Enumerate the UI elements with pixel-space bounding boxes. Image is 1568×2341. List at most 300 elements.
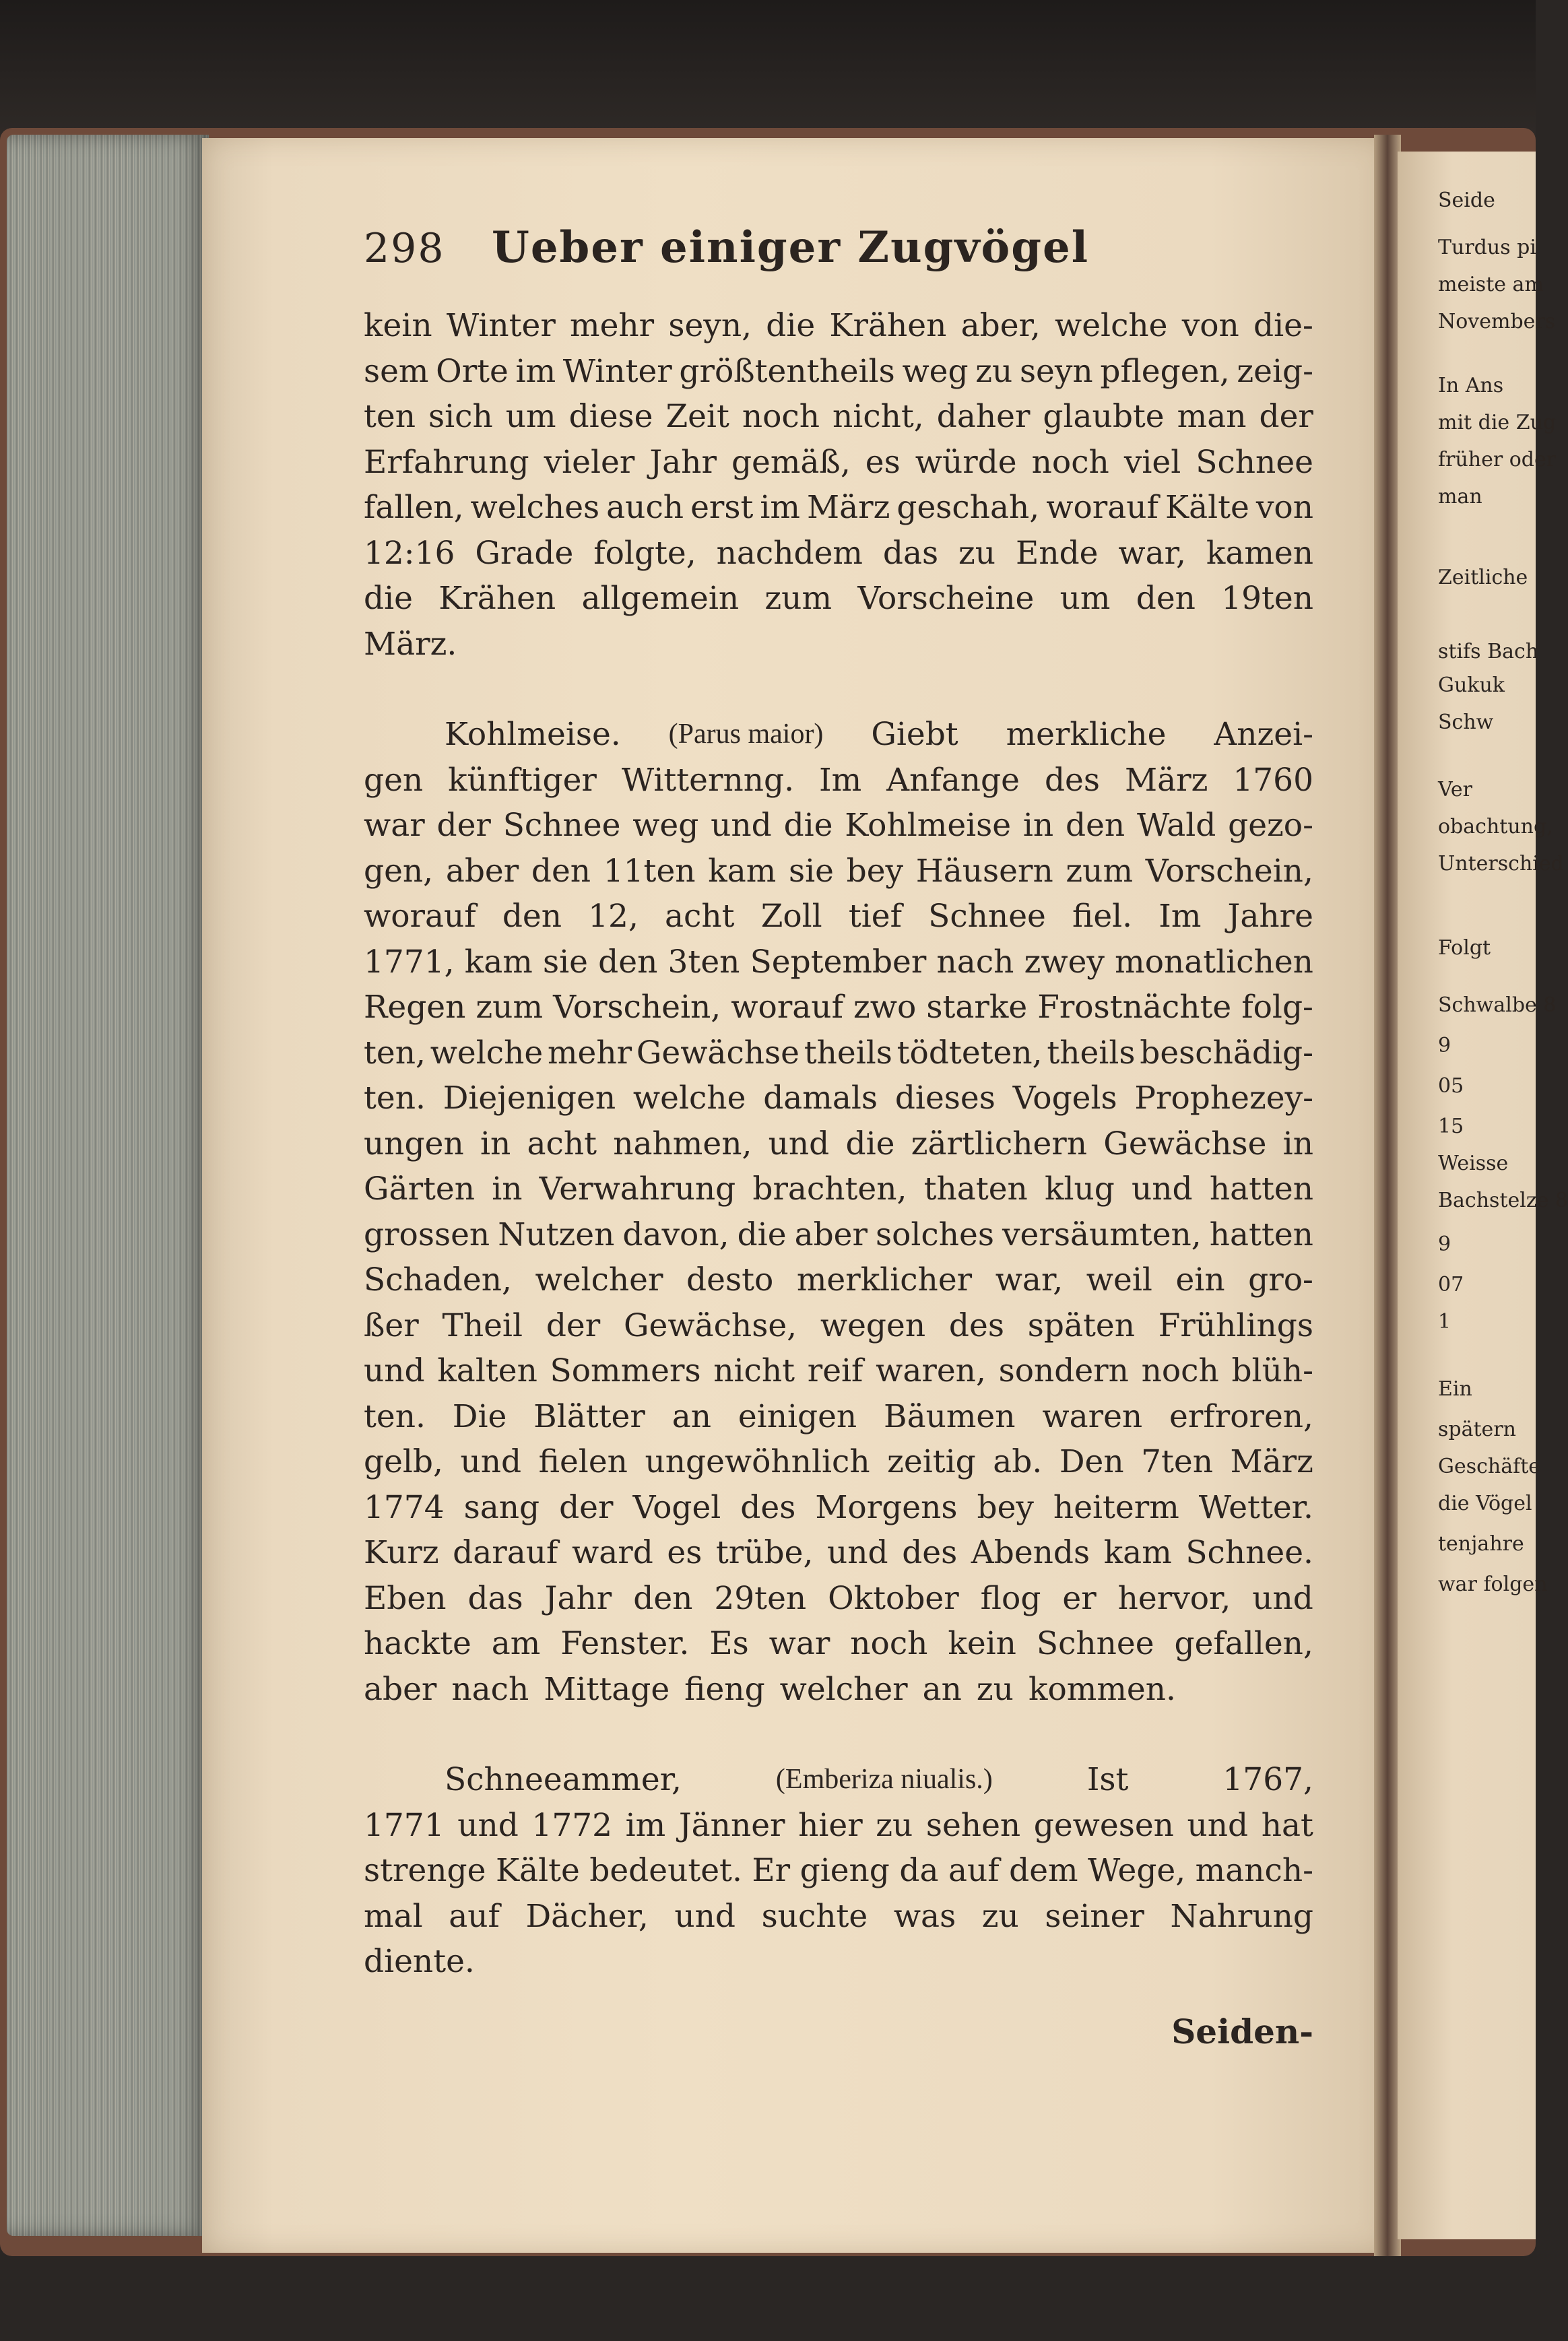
word: im <box>625 1806 666 1844</box>
facing-page-fragment: Ein <box>1438 1377 1472 1401</box>
word: zum <box>476 989 544 1026</box>
word: folgte, <box>593 534 696 572</box>
word: und <box>457 1806 519 1844</box>
word: blüh- <box>1231 1352 1313 1389</box>
word: im <box>515 352 556 390</box>
word: acht <box>665 898 735 935</box>
text-line <box>364 1121 1313 1167</box>
word: auf <box>948 1852 1000 1889</box>
word: das <box>882 534 939 572</box>
word: was <box>893 1897 956 1935</box>
word: flog <box>980 1579 1041 1617</box>
word: nach <box>936 943 1014 981</box>
word: Jänner <box>678 1806 785 1844</box>
word: (Emberiza niualis.) <box>775 1764 993 1795</box>
word: Wege, <box>1088 1852 1186 1889</box>
facing-page-fragment: Geschäfte <box>1438 1455 1541 1478</box>
facing-page-fragment: 07 <box>1438 1273 1464 1296</box>
word: von <box>1181 307 1239 344</box>
word: ten, <box>364 1034 426 1071</box>
word: im <box>760 489 800 526</box>
word: zeig- <box>1237 352 1313 390</box>
word: hat <box>1261 1806 1313 1844</box>
text-line <box>364 1166 1313 1212</box>
word: kamen <box>1206 534 1313 572</box>
word: ßer <box>364 1307 419 1344</box>
word: die <box>845 1125 895 1162</box>
word: Grade <box>475 534 574 572</box>
word: in <box>492 1170 523 1208</box>
text-line <box>364 894 1313 939</box>
text-line <box>364 349 1313 395</box>
word: weil <box>1086 1261 1152 1298</box>
word: Gewächse <box>1103 1125 1267 1162</box>
text-line <box>364 1803 1313 1849</box>
word: bey <box>977 1488 1034 1526</box>
word: Vorscheine <box>857 580 1035 617</box>
text-line <box>364 1439 1313 1485</box>
word: gezo- <box>1228 807 1313 844</box>
word: des <box>902 1534 958 1571</box>
word: welches <box>470 489 600 526</box>
text-line <box>364 1757 1313 1803</box>
word: einigen <box>738 1397 857 1435</box>
word: in <box>1282 1125 1313 1162</box>
text-line <box>364 939 1313 985</box>
word: Anzei- <box>1214 716 1313 753</box>
word: gen, <box>364 852 434 890</box>
page-block-edges <box>7 135 209 2236</box>
word: zeitig <box>887 1443 976 1480</box>
word: zu <box>975 352 1013 390</box>
text-line <box>364 849 1313 894</box>
word: Erfahrung <box>364 443 529 481</box>
word: am <box>491 1625 541 1662</box>
word: kam <box>708 852 777 890</box>
word: sich <box>428 398 493 435</box>
facing-page-fragment: Folgt <box>1438 936 1491 960</box>
catchword: Seiden- <box>1171 2011 1313 2051</box>
word: es <box>667 1534 703 1571</box>
word: Kälte <box>495 1852 580 1889</box>
word: erst <box>690 489 754 526</box>
word: viel <box>1123 443 1181 481</box>
word: weg <box>632 807 699 844</box>
body-text <box>364 303 1313 1985</box>
text-line <box>364 394 1313 440</box>
word: nicht, <box>832 398 924 435</box>
word: kein <box>364 307 432 344</box>
word: gelb, <box>364 1443 443 1480</box>
word: thaten <box>923 1170 1028 1208</box>
word: und <box>1187 1806 1249 1844</box>
word: das <box>467 1579 523 1617</box>
word: fiel. <box>1072 898 1133 935</box>
word: Anfange <box>886 761 1020 799</box>
word: (Parus maior) <box>668 719 824 750</box>
facing-page-fragment: Ver <box>1438 778 1473 801</box>
word: nachdem <box>716 534 863 572</box>
text-line <box>364 576 1313 622</box>
word: um <box>1059 580 1111 617</box>
word: hackte <box>364 1625 471 1662</box>
word: wegen <box>820 1307 926 1344</box>
word: und <box>768 1125 830 1162</box>
word: aber <box>794 1216 868 1253</box>
word: bedeutet. <box>589 1852 742 1889</box>
facing-page-fragment: die Vögel <box>1438 1492 1532 1515</box>
word: Vogels <box>1012 1080 1117 1117</box>
word: Im <box>1158 898 1202 935</box>
word: welche <box>430 1034 544 1071</box>
word: mal <box>364 1897 423 1935</box>
word: seyn <box>1019 352 1093 390</box>
word: solches <box>875 1216 994 1253</box>
facing-page-fragment: 05 <box>1438 1074 1464 1098</box>
word: um <box>505 398 556 435</box>
word: Dächer, <box>525 1897 649 1935</box>
word: sang <box>463 1488 540 1526</box>
word: Krähen <box>829 307 947 344</box>
word: bey <box>846 852 904 890</box>
word: Im <box>819 761 862 799</box>
word: Schnee <box>1036 1625 1154 1662</box>
word: Morgens <box>815 1488 958 1526</box>
facing-page-strip <box>1398 152 1568 2239</box>
word: und <box>826 1534 888 1571</box>
word: gieng <box>799 1852 890 1889</box>
word: theils <box>1047 1034 1136 1071</box>
word: trübe, <box>715 1534 814 1571</box>
word: folg- <box>1241 989 1313 1026</box>
word: 12, <box>588 898 639 935</box>
word: war <box>364 807 425 844</box>
word: die <box>783 807 833 844</box>
word: künftiger <box>448 761 597 799</box>
word: Vogel <box>632 1488 721 1526</box>
facing-page-fragment: tenjahre <box>1438 1532 1524 1556</box>
word: tief <box>848 898 902 935</box>
word: die- <box>1253 307 1313 344</box>
word: ab. <box>993 1443 1043 1480</box>
word: zärtlichern <box>911 1125 1088 1162</box>
word: Kälte <box>1165 489 1249 526</box>
word: ten. <box>364 1397 426 1435</box>
word: ungen <box>364 1125 464 1162</box>
word: den <box>598 943 658 981</box>
word: und <box>674 1897 736 1935</box>
word: welcher <box>535 1261 663 1298</box>
text-line <box>364 1348 1313 1394</box>
facing-page-fragment: 15 <box>1438 1115 1464 1138</box>
facing-page-fragment: meiste am <box>1438 273 1544 296</box>
word: an <box>672 1397 711 1435</box>
word: Frostnächte <box>1037 989 1232 1026</box>
word: gefallen, <box>1174 1625 1313 1662</box>
word: noch <box>742 398 820 435</box>
word: Blätter <box>533 1397 645 1435</box>
word: den <box>531 852 591 890</box>
word: allgemein <box>581 580 740 617</box>
facing-page-fragment: man <box>1438 485 1482 508</box>
word: es <box>865 443 901 481</box>
word: worauf <box>364 898 476 935</box>
word: vieler <box>544 443 635 481</box>
facing-page-fragment: mit die Zug <box>1438 411 1557 434</box>
word: Jahr <box>544 1579 612 1617</box>
text-line <box>364 1848 1313 1894</box>
word: noch <box>1031 443 1109 481</box>
word: und <box>1252 1579 1313 1617</box>
word: gen <box>364 761 424 799</box>
word: Häusern <box>915 852 1053 890</box>
word: davon, <box>622 1216 729 1253</box>
word: Vorschein, <box>553 989 721 1026</box>
word: fallen, <box>364 489 464 526</box>
word: zum <box>1066 852 1134 890</box>
word: sie <box>543 943 588 981</box>
word: grossen <box>364 1216 490 1253</box>
word: Es <box>709 1625 749 1662</box>
word: den <box>502 898 562 935</box>
word: Winter <box>562 352 672 390</box>
word: suchte <box>761 1897 868 1935</box>
word: des <box>1044 761 1100 799</box>
text-line <box>364 1076 1313 1121</box>
word: worauf <box>1046 489 1158 526</box>
word: mehr <box>570 307 655 344</box>
word: in <box>480 1125 511 1162</box>
word: 3ten <box>667 943 740 981</box>
word: dieses <box>894 1080 995 1117</box>
word: Diejenigen <box>443 1080 616 1117</box>
word: hatten <box>1209 1170 1313 1208</box>
word: geschah, <box>896 489 1040 526</box>
word: von <box>1255 489 1313 526</box>
word: war, <box>995 1261 1064 1298</box>
word: des <box>740 1488 796 1526</box>
word: Frühlings <box>1158 1307 1313 1344</box>
word: gewesen <box>1033 1806 1174 1844</box>
word: Fenster. <box>560 1625 690 1662</box>
word: starke <box>926 989 1028 1026</box>
word: Mittage <box>544 1670 670 1708</box>
word: Gewächse <box>636 1034 799 1071</box>
word: strenge <box>364 1852 486 1889</box>
word: Ist <box>1086 1761 1129 1798</box>
word: ten. <box>364 1080 426 1117</box>
word: daher <box>936 398 1031 435</box>
word: März <box>1230 1443 1313 1480</box>
word: Bäumen <box>884 1397 1016 1435</box>
word: diese <box>568 398 653 435</box>
facing-page-fragment: Bachstelze 8 <box>1438 1189 1568 1212</box>
facing-page-fragment: 9 <box>1438 1232 1451 1256</box>
word: aber <box>445 852 519 890</box>
text-line <box>364 1485 1313 1531</box>
word: fieng <box>684 1670 765 1708</box>
word: er <box>1062 1579 1097 1617</box>
word: Witternng. <box>621 761 795 799</box>
word: und <box>1132 1170 1193 1208</box>
word: desto <box>686 1261 774 1298</box>
word: waren <box>1042 1397 1143 1435</box>
facing-page-fragment: obachtung, <box>1438 815 1553 838</box>
word: Schnee. <box>1185 1534 1313 1571</box>
text-line <box>364 1667 1313 1713</box>
word: zum <box>764 580 832 617</box>
text-line <box>364 985 1313 1030</box>
word: brachten, <box>752 1170 907 1208</box>
word: welche <box>632 1080 746 1117</box>
word: sondern <box>998 1352 1129 1389</box>
page-text <box>364 222 1313 2051</box>
word: klug <box>1044 1170 1115 1208</box>
word: Gärten <box>364 1170 476 1208</box>
word: kein <box>948 1625 1016 1662</box>
word: Schneeammer, <box>445 1761 682 1798</box>
word: versäumten, <box>1002 1216 1202 1253</box>
word: beschädig- <box>1140 1034 1313 1071</box>
word: Regen <box>364 989 466 1026</box>
word: der <box>436 807 491 844</box>
text-line <box>364 1530 1313 1576</box>
word: die <box>737 1216 787 1253</box>
facing-page-fragment: spätern <box>1438 1418 1516 1441</box>
word: glaubte <box>1043 398 1165 435</box>
word: kommen. <box>1028 1670 1176 1708</box>
text-line <box>364 531 1313 576</box>
text-line <box>364 1212 1313 1258</box>
word: Eben <box>364 1579 447 1617</box>
word: Nutzen <box>498 1216 615 1253</box>
word: fielen <box>538 1443 628 1480</box>
word: auf <box>449 1897 500 1935</box>
word: gro- <box>1248 1261 1313 1298</box>
text-line <box>364 758 1313 803</box>
word: und <box>364 1352 425 1389</box>
word: der <box>546 1307 601 1344</box>
word: die <box>766 307 816 344</box>
word: seyn, <box>668 307 752 344</box>
text-line <box>364 303 1313 349</box>
word: ein <box>1175 1261 1225 1298</box>
word: würde <box>915 443 1017 481</box>
word: Abends <box>971 1534 1090 1571</box>
word: und <box>460 1443 522 1480</box>
word: Zoll <box>760 898 822 935</box>
facing-page-fragment: Seide <box>1438 189 1495 212</box>
word: 1767, <box>1222 1761 1313 1798</box>
text-line <box>364 1257 1313 1303</box>
word: 1772 <box>531 1806 613 1844</box>
word: März <box>1125 761 1208 799</box>
word: zwey <box>1024 943 1105 981</box>
facing-page-fragment: Turdus pi <box>1438 236 1536 259</box>
text-line <box>364 1939 1313 1985</box>
word: Schnee <box>928 898 1046 935</box>
word: Wald <box>1136 807 1216 844</box>
word: pflegen, <box>1100 352 1230 390</box>
facing-page-fragment: In Ans <box>1438 374 1504 397</box>
word: die <box>364 580 413 617</box>
word: dem <box>1009 1852 1078 1889</box>
text-line <box>364 1394 1313 1440</box>
facing-page-fragment: Unterschied <box>1438 852 1564 876</box>
word: zu <box>981 1897 1019 1935</box>
word: aber <box>364 1670 437 1708</box>
facing-page-fragment: Gukuk <box>1438 673 1505 697</box>
word: Krähen <box>438 580 556 617</box>
word: nicht <box>713 1352 795 1389</box>
word: reif <box>807 1352 863 1389</box>
word: noch <box>850 1625 928 1662</box>
word: welcher <box>779 1670 908 1708</box>
word: und <box>711 807 772 844</box>
word: 1771, <box>364 943 455 981</box>
word: der <box>559 1488 614 1526</box>
word: monatlichen <box>1115 943 1313 981</box>
page-header <box>364 222 1313 303</box>
text-line <box>364 1576 1313 1622</box>
word: merkliche <box>1006 716 1167 753</box>
word: Kohlmeise. <box>445 716 621 753</box>
word: gemäß, <box>731 443 851 481</box>
text-line <box>364 440 1313 486</box>
word: darauf <box>453 1534 558 1571</box>
word: ward <box>572 1534 653 1571</box>
word: erfroren, <box>1169 1397 1313 1435</box>
word: Kurz <box>364 1534 439 1571</box>
word: 19ten <box>1221 580 1313 617</box>
word: nach <box>451 1670 529 1708</box>
word: März. <box>364 625 457 663</box>
text-line <box>364 803 1313 849</box>
word: damals <box>763 1080 878 1117</box>
word: zwo <box>853 989 917 1026</box>
facing-page-fragment: Schwalbe 8 <box>1438 993 1557 1017</box>
word: weg <box>902 352 969 390</box>
word: Gewächse, <box>624 1307 797 1344</box>
word: an <box>922 1670 962 1708</box>
word: kam <box>464 943 533 981</box>
text-line <box>364 712 1313 758</box>
text-line <box>364 622 1313 667</box>
word: größtentheils <box>679 352 895 390</box>
word: Wetter. <box>1198 1488 1313 1526</box>
word: diente. <box>364 1943 475 1980</box>
facing-page-fragment: früher oder <box>1438 448 1557 471</box>
text-line <box>364 1894 1313 1940</box>
word: nahmen, <box>613 1125 752 1162</box>
word: Sommers <box>550 1352 701 1389</box>
backdrop <box>0 0 1536 141</box>
word: Prophezey- <box>1134 1080 1313 1117</box>
facing-page-fragment: Novembers <box>1438 310 1556 333</box>
word: welche <box>1055 307 1168 344</box>
word: war, <box>1118 534 1186 572</box>
word: zu <box>976 1670 1014 1708</box>
word: der <box>1259 398 1313 435</box>
word: 1774 <box>364 1488 445 1526</box>
word: Nahrung <box>1170 1897 1313 1935</box>
facing-page-fragment: Schw <box>1438 711 1494 734</box>
word: späten <box>1027 1307 1135 1344</box>
word: seiner <box>1045 1897 1144 1935</box>
word: Ende <box>1016 534 1099 572</box>
facing-page-fragment: 9 <box>1438 1034 1451 1057</box>
book-gutter <box>1374 135 1401 2256</box>
